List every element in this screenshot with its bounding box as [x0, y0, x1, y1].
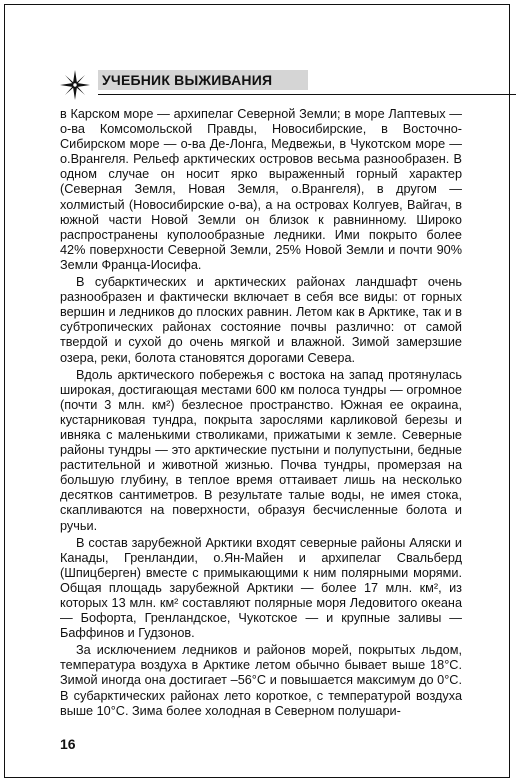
paragraph: Вдоль арктического побережья с востока на запад протянулась широкая, достигающая местами 600 км полоса тундры — огромное (почти 3 млн. км²) безлесное пространство. Южная ее окраина, кустарниковая тундра, покрыта зарослями карликовой березы и ивняка с маленькими стволиками, прижатыми к земле. Северные районы тундры — это арктические пустыни и полупустыни, бедные растительной и животной жизнью. Почва тундры, промерзая на большую глубину, в теплое время оттаивает лишь на несколько десятков сантиметров. В результате талые воды, не имея стока, скапливаются на поверхности, образуя бесчисленные болота и ручьи. [60, 367, 462, 533]
compass-rose-icon [60, 70, 90, 100]
page-number: 16 [60, 736, 76, 752]
header-rule [98, 94, 516, 95]
paragraph: В состав зарубежной Арктики входят северные районы Аляски и Канады, Гренландии, о.Ян-Майен и архипелаг Свальберд (Шпицберген) вместе с примыкающими к ним полярными морями. Общая площадь зарубежной Арктики — более 17 млн. км², из которых 13 млн. км² составляют полярные моря Ледовитого океана — Бофорта, Гренландское, Чукотское — и крупные заливы — Баффинов и Гудзонов. [60, 535, 462, 641]
paragraph: В субарктических и арктических районах ландшафт очень разнообразен и фактически включает в себя все виды: от горных вершин и ледников до плоских равнин. Летом как в Арктике, так и в субтропических районах состояние почвы различно: от самой твердой и сухой до очень мягкой и влажной. Зимой замерзшие озера, реки, болота становятся дорогами Севера. [60, 275, 462, 365]
running-header [50, 64, 470, 104]
header-title: УЧЕБНИК ВЫЖИВАНИЯ [102, 72, 273, 88]
paragraph: За исключением ледников и районов морей, покрытых льдом, температура воздуха в Арктике летом обычно бывает выше 18°С. Зимой иногда она достигает –56°С и повышается максимум до 0°С. В субарктических районах лето короткое, с температурой воздуха выше 10°С. Зима более холодная в Северном полушари- [60, 643, 462, 718]
body-text [60, 107, 462, 721]
paragraph: в Карском море — архипелаг Северной Земли; в море Лаптевых — о-ва Комсомольской Правды, Новосибирские, в Восточно-Сибирском море — о-ва Де-Лонга, Медвежьи, в Чукотском море — о.Врангеля. Рельеф арктических островов весьма разнообразен. В одном случае он носит ярко выраженный горный характер (Северная Земля, Новая Земля, о.Врангеля), в другом — холмистый (Новосибирские о-ва), а на островах Колгуев, Вайгач, в южной части Новой Земли он близок к равнинному. Широко распространены куполообразные ледники. Ими покрыто более 42% поверхности Северной Земли, 25% Новой Земли и почти 90% Земли Франца-Иосифа. [60, 107, 462, 272]
